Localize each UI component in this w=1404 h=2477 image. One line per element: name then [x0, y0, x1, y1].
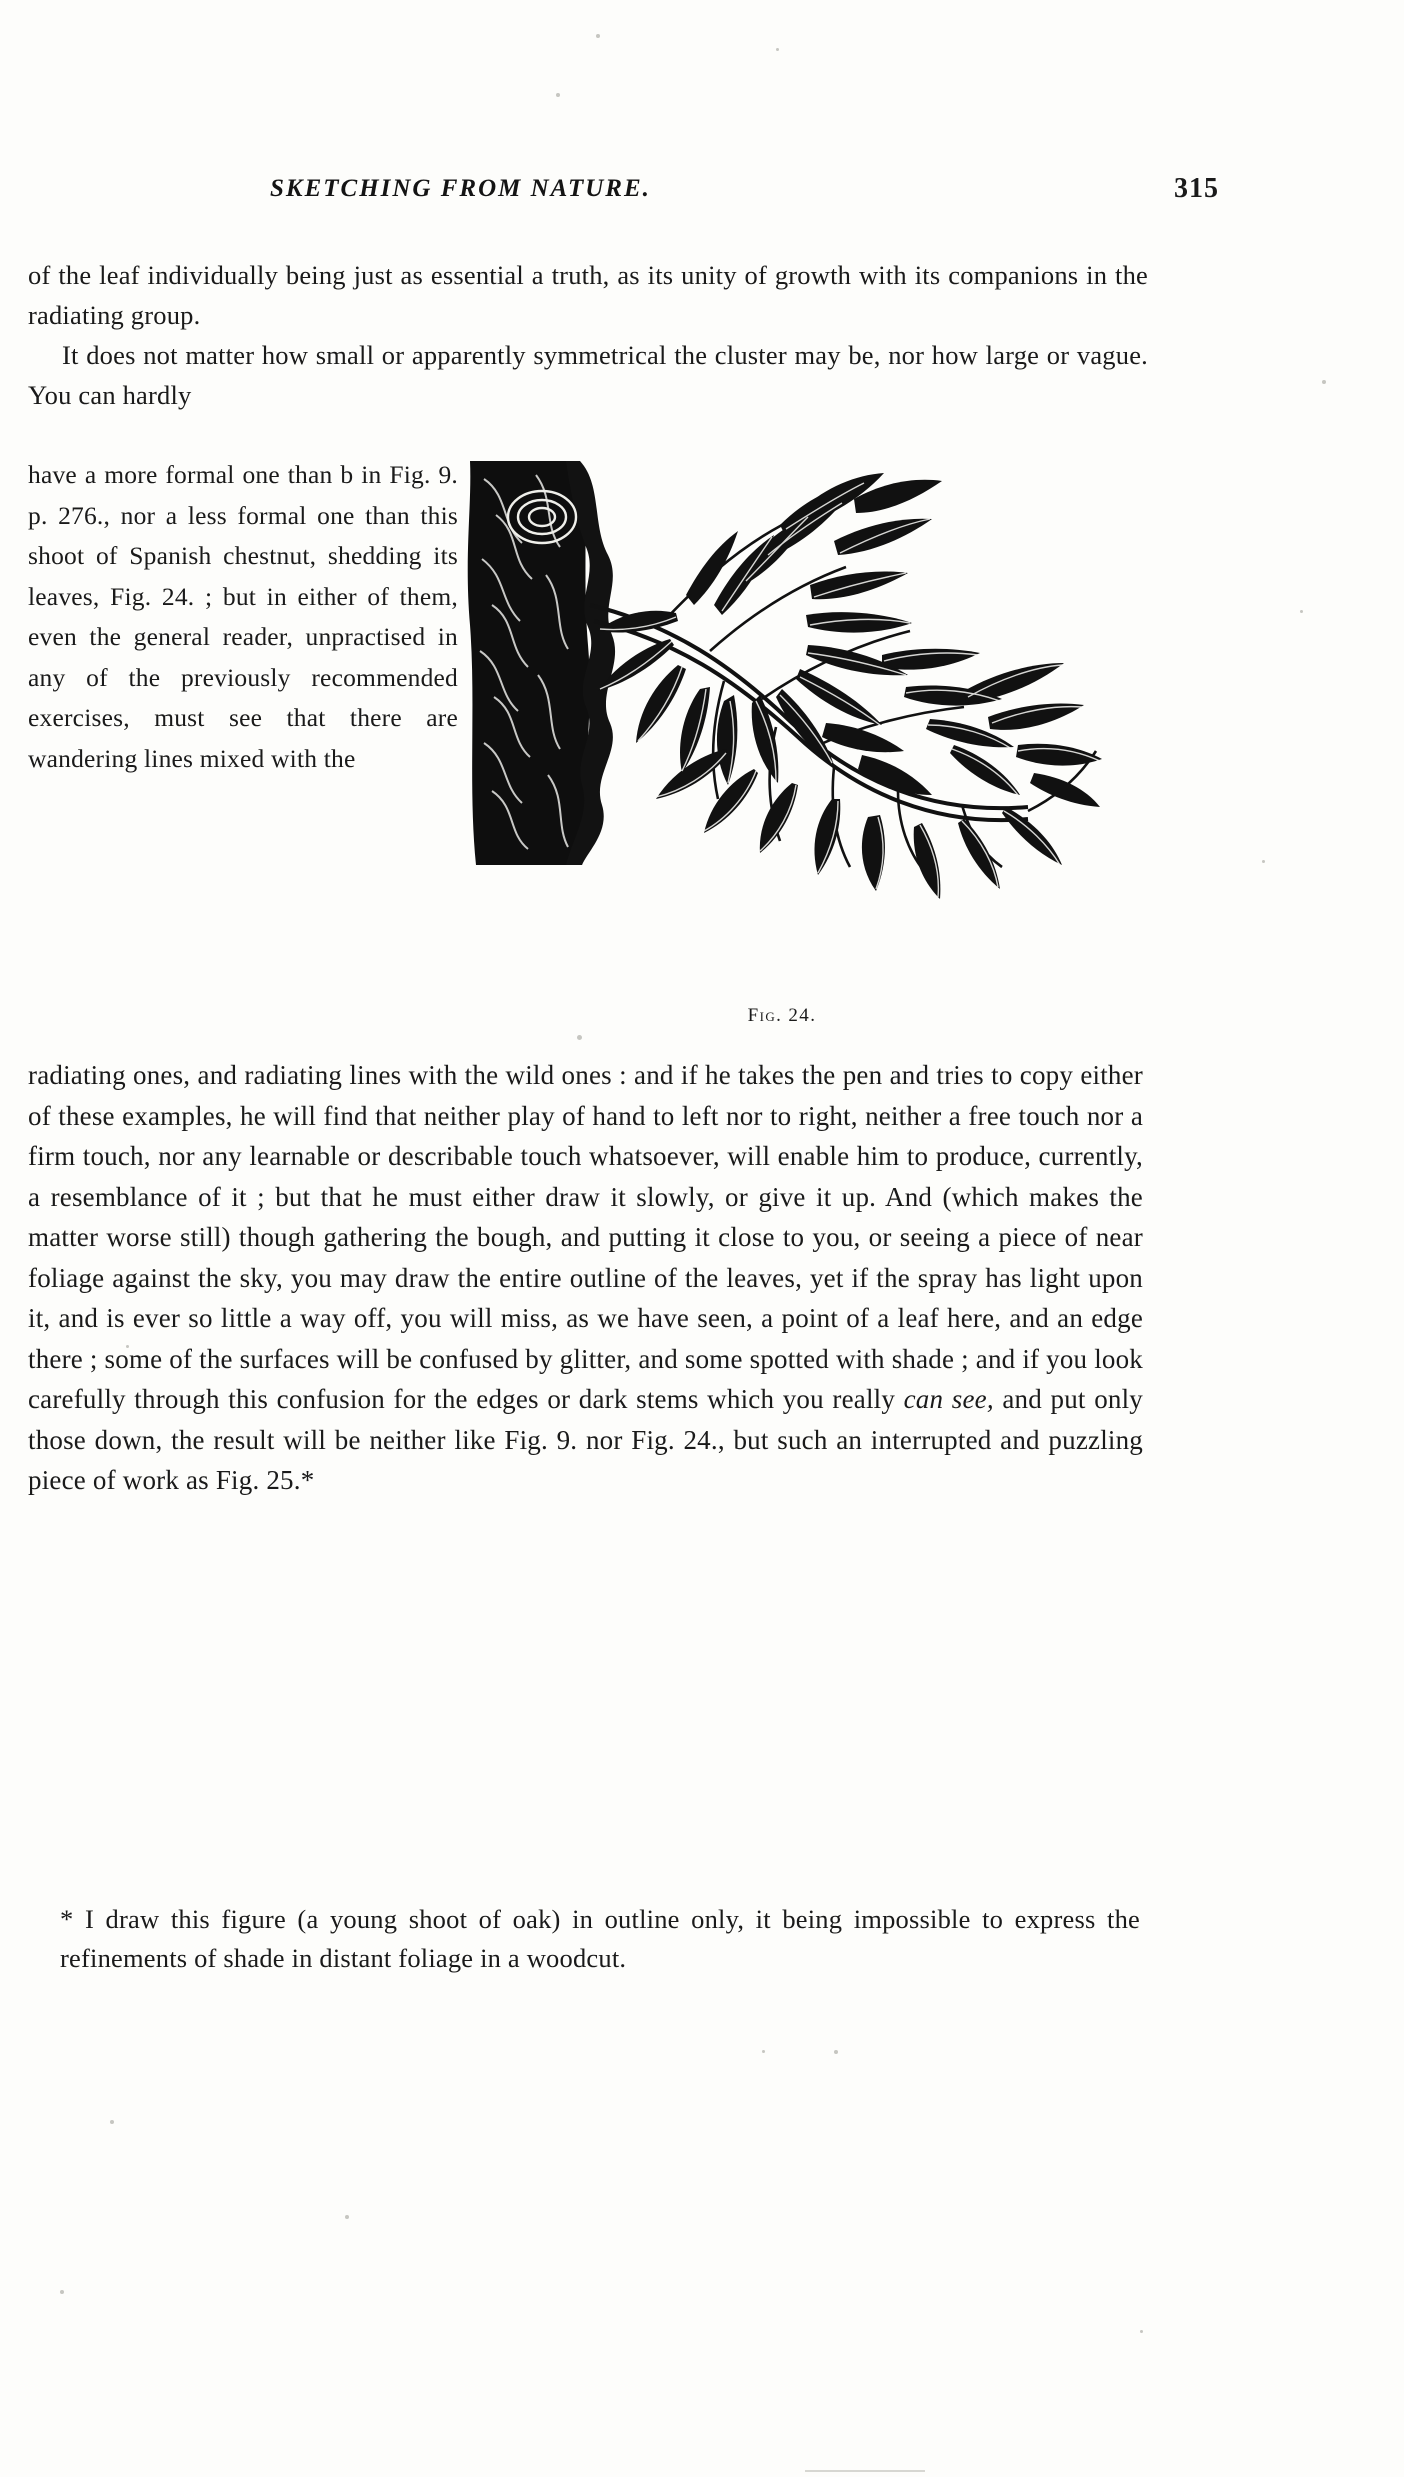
running-head: SKETCHING FROM NATURE.: [270, 175, 651, 202]
wrap-column-text: [28, 455, 458, 779]
paragraph-wrap: have a more formal one than b in Fig. 9. p. 276., nor a less formal one than this shoot of Spanish chestnut, shedding its leaves, Fig. 24. ; but in either of them, even the general reader, unpractised in any of the previously recommended exercises, must see that there are wandering lines mixed with the: [28, 460, 458, 773]
footnote: [60, 1900, 1140, 1978]
figure-24-illustration: [462, 455, 1102, 1015]
page-header: [0, 175, 1404, 215]
footnote-text: * I draw this figure (a young shoot of oak) in outline only, it being impossible to express the refinements of shade in distant foliage in a woodcut.: [60, 1904, 1140, 1973]
page-number: 315: [1174, 173, 1219, 204]
figure-caption: Fig. 24.: [747, 1005, 817, 1026]
paragraph-3-part-a: radiating ones, and radiating lines with the wild ones : and if he takes the pen and tries to copy either of these examples, he will find that neither play of hand to left nor to right, neither a free touch nor a firm touch, nor any learnable or describable touch whatsoever, will enable him to produce, currently, a resemblance of it ; but that he must either draw it slowly, or give it up. And (which makes the matter worse still) though gathering the bough, and putting it close to you, or seeing a piece of near foliage against the sky, you may draw the entire outline of the leaves, yet if the spray has light upon it, and is ever so little a way off, you will miss, as we have seen, a point of a leaf here, and an edge there ; some of the surfaces will be confused by glitter, and some spotted with shade ; and if you look carefully through this confusion for the edges or dark stems which you really: [28, 1060, 1144, 1414]
paragraph-1: of the leaf individually being just as essential a truth, as its unity of growth with its companions in the radiating group.: [28, 260, 1148, 330]
body-text-top: [28, 255, 1148, 415]
paragraph-2: It does not matter how small or apparently symmetrical the cluster may be, nor how large or vague. You can hardly: [28, 340, 1148, 410]
body-text-bottom: [28, 1055, 1143, 1501]
paragraph-3-italic: can see,: [903, 1384, 994, 1414]
paragraph-3-part-b: and put only those down, the result will be neither like Fig. 9. nor Fig. 24., but such an interrupted and puzzling piece of work as Fig. 25.*: [28, 1384, 1143, 1495]
paragraph-3: [28, 1055, 1143, 1501]
